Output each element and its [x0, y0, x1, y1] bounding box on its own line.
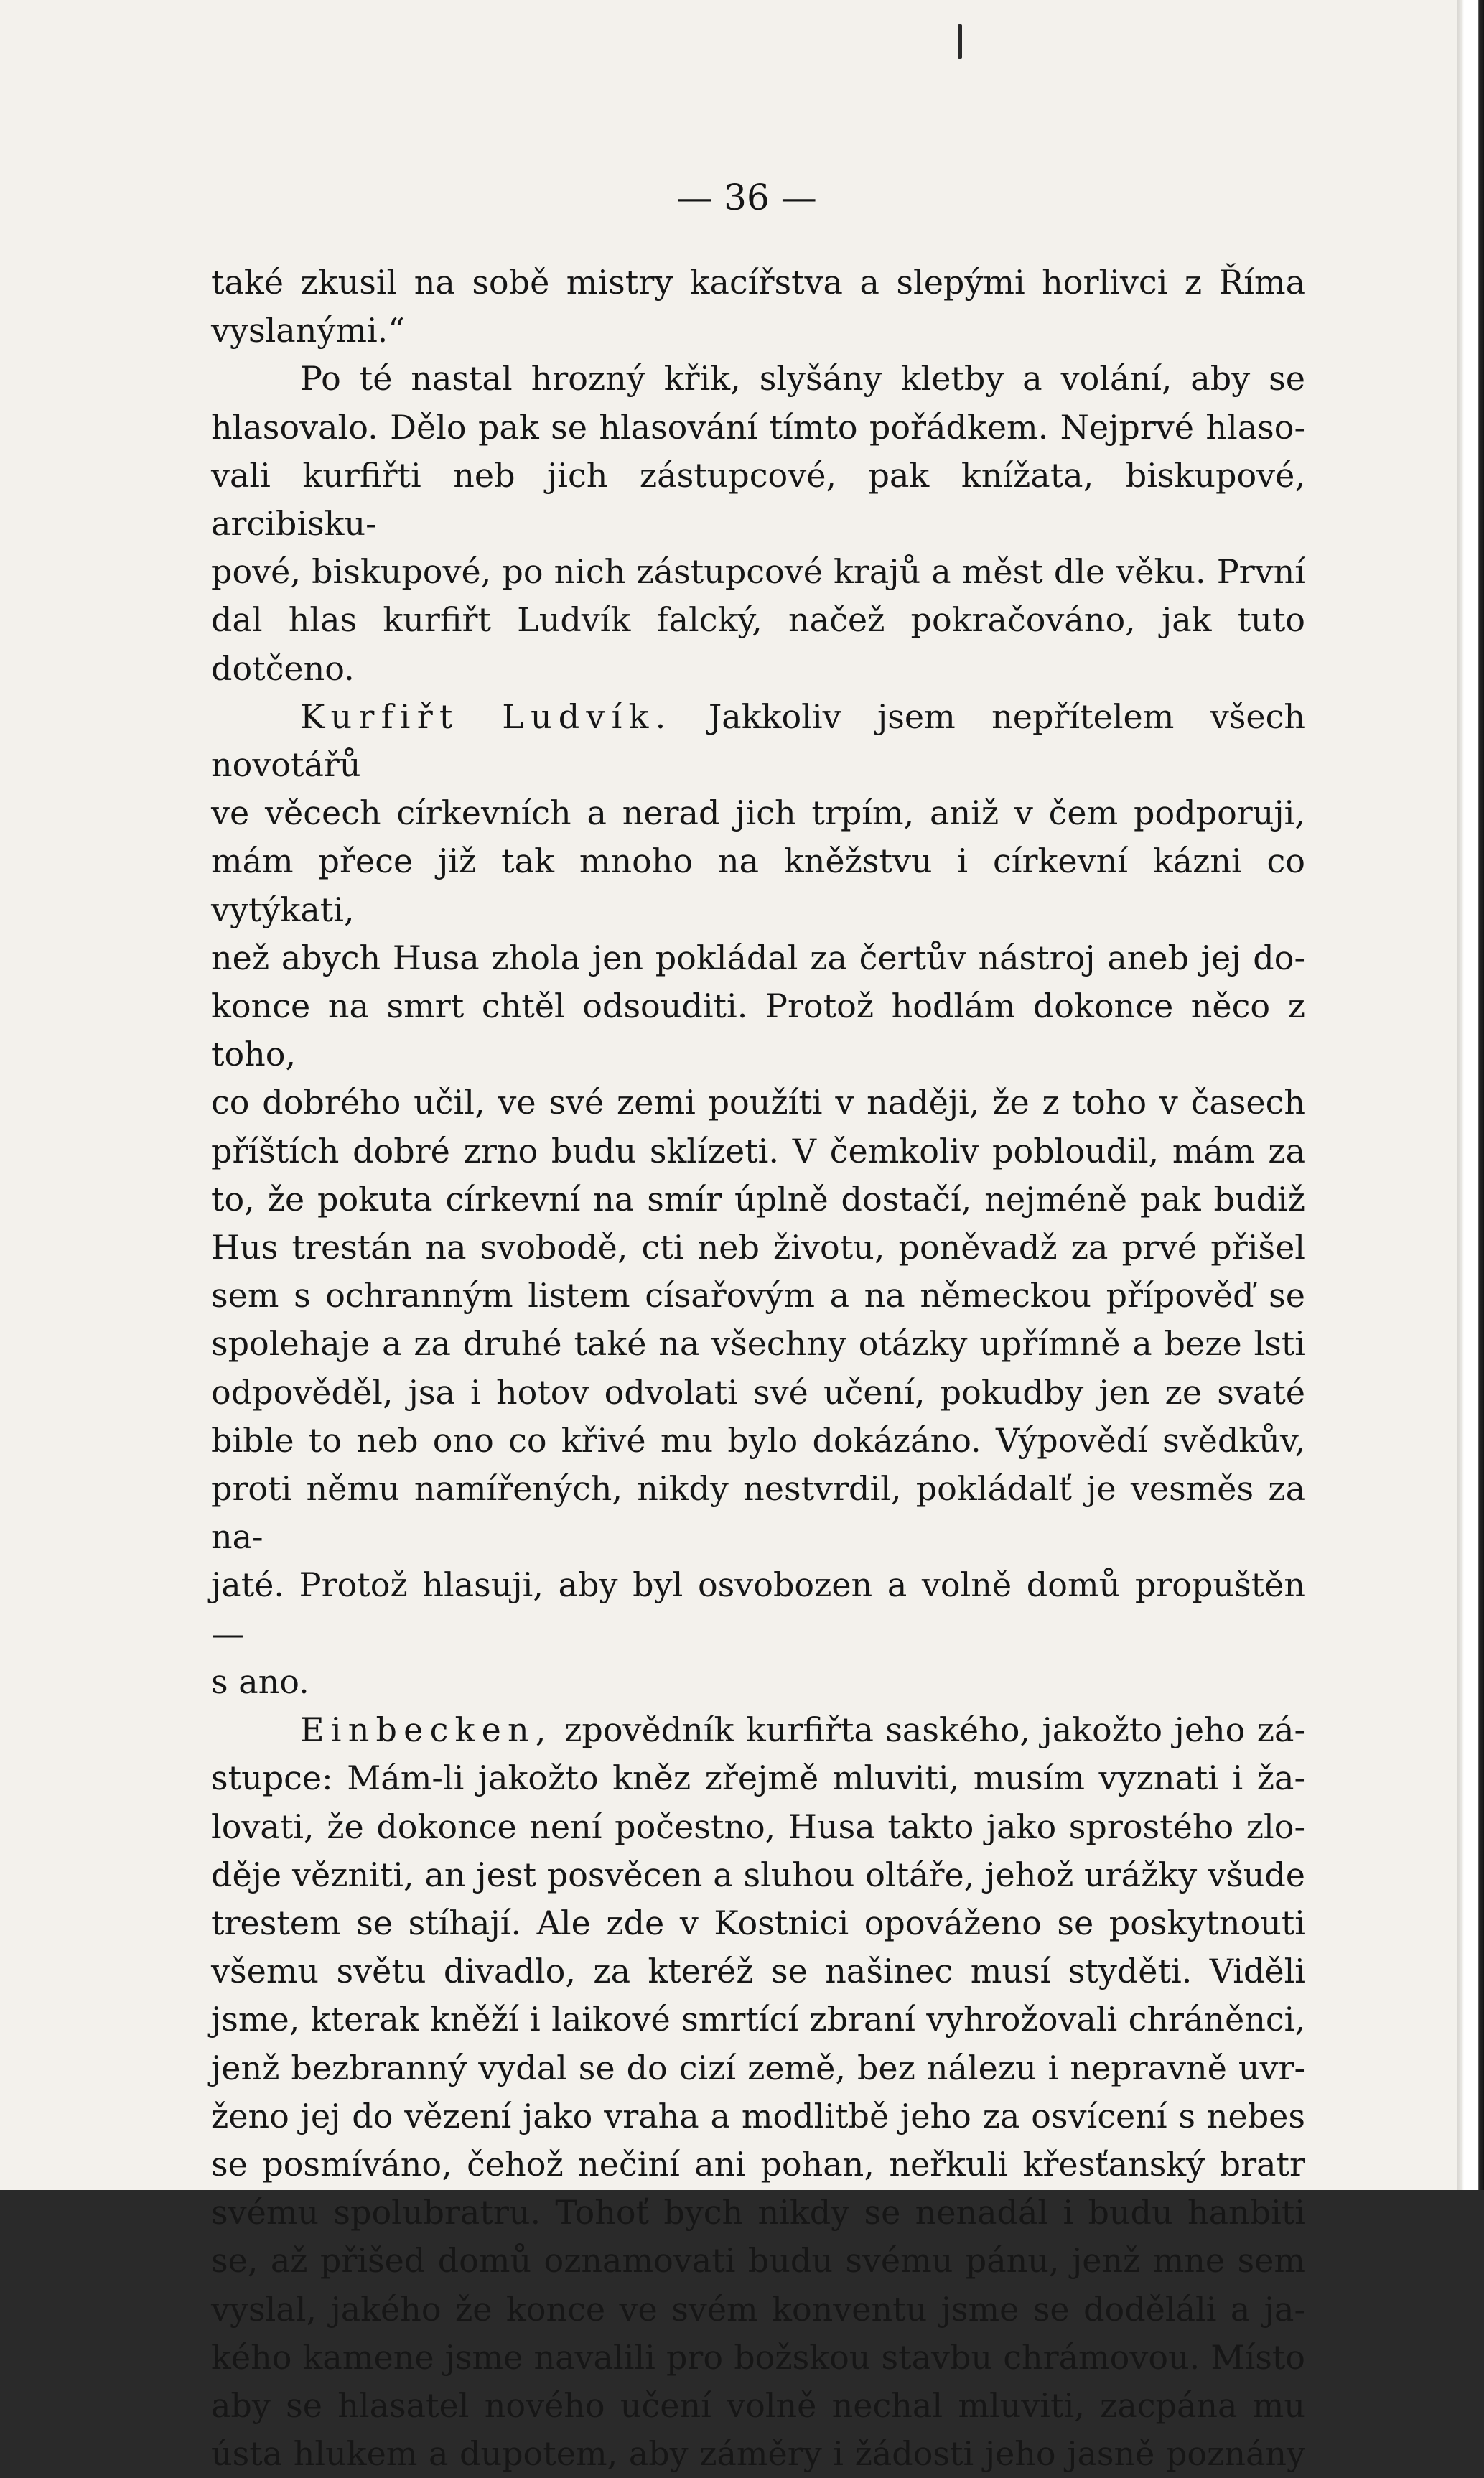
text-line: dal hlas kurfiřt Ludvík falcký, načež pokračováno, jak tuto dotčeno.	[211, 600, 1305, 688]
speaker-name: Kurfiřt Ludvík.	[300, 697, 673, 736]
text-line: jsme, kterak kněží i laikové smrtící zbraní vyhrožovali chráněnci,	[211, 2000, 1305, 2039]
speaker-name: Einbecken,	[300, 1710, 553, 1750]
text-line: co dobrého učil, ve své zemi použíti v naději, že z toho v časech	[211, 1083, 1305, 1122]
text-line	[211, 1706, 1305, 1754]
text-line: odpověděl, jsa i hotov odvolati své učení, pokudby jen ze svaté	[211, 1372, 1305, 1412]
text-line: také zkusil na sobě mistry kacířstva a slepými horlivci z Říma	[211, 263, 1305, 302]
text-line: vyslal, jakého že konce ve svém konventu jsme se doděláli a ja-	[211, 2289, 1305, 2329]
text-line: se, až přišed domů oznamovati budu svému pánu, jenž mne sem	[211, 2241, 1305, 2281]
text-line: svému spolubratru. Tohoť bych nikdy se nenadál i budu hanbiti	[211, 2193, 1305, 2232]
text-line: konce na smrt chtěl odsouditi. Protož hodlám dokonce něco z toho,	[211, 987, 1305, 1074]
text-line: vyslanými.“	[211, 311, 405, 350]
text-line: sem s ochranným listem císařovým a na německou přípověď se	[211, 1276, 1305, 1315]
text-line: lovati, že dokonce není počestno, Husa takto jako sprostého zlo-	[211, 1807, 1305, 1846]
body-text	[211, 258, 1305, 2478]
text-line: stupce: Mám-li jakožto kněz zřejmě mluviti, musím vyznati i ža-	[211, 1759, 1305, 1798]
text-line: jaté. Protož hlasuji, aby byl osvobozen a volně domů propuštěn —	[211, 1565, 1305, 1653]
page-number: — 36 —	[676, 177, 817, 218]
text-line: trestem se stíhají. Ale zde v Kostnici opováženo se poskytnouti	[211, 1903, 1305, 1942]
text-line: vali kurfiřti neb jich zástupcové, pak knížata, biskupové, arcibisku-	[211, 455, 1305, 544]
text-line: pové, biskupové, po nich zástupcové krajů a měst dle věku. První	[211, 552, 1305, 592]
text-line: to, že pokuta církevní na smír úplně dostačí, nejméně pak budiž	[211, 1179, 1305, 1219]
text-line	[211, 693, 1305, 789]
text-line: ženo jej do vězení jako vraha a modlitbě jeho za osvícení s nebes	[211, 2096, 1305, 2135]
text-line: bible to neb ono co křivé mu bylo dokázáno. Výpovědí svědkův,	[211, 1420, 1305, 1460]
ink-mark	[958, 24, 962, 59]
text-line: mám přece již tak mnoho na kněžstvu i církevní kázni co vytýkati,	[211, 842, 1305, 929]
text-line: Hus trestán na svobodě, cti neb životu, poněvadž za prvé přišel	[211, 1228, 1305, 1267]
text-line: se posmíváno, čehož nečiní ani pohan, neřkuli křesťanský bratr	[211, 2144, 1305, 2184]
text-line: jenž bezbranný vydal se do cizí země, bez nálezu i nepravně uvr-	[211, 2048, 1305, 2087]
text-line: příštích dobré zrno budu sklízeti. V čemkoliv pobloudil, mám za	[211, 1131, 1305, 1170]
text-line: Po té nastal hrozný křik, slyšány kletby a volání, aby se	[300, 359, 1305, 399]
text-line: aby se hlasatel nového učení volně nechal mluviti, zacpána mu	[211, 2385, 1305, 2425]
text-line: ústa hlukem a dupotem, aby záměry i žádosti jeho jasně poznány	[211, 2434, 1305, 2474]
text-line: s ano.	[211, 1662, 309, 1701]
text-line: ve věcech církevních a nerad jich trpím, aniž v čem podporuji,	[211, 793, 1305, 833]
text-line: spolehaje a za druhé také na všechny otázky upřímně a beze lsti	[211, 1324, 1305, 1364]
text-line: děje vězniti, an jest posvěcen a sluhou oltáře, jehož urážky všude	[211, 1855, 1305, 1894]
text-line: proti němu namířených, nikdy nestvrdil, pokládalť je vesměs za na-	[211, 1469, 1305, 1557]
text-line-rest: zpovědník kurfiřta saského, jakožto jeho zá-	[564, 1710, 1305, 1750]
text-line-rest: Jakkoliv jsem nepřítelem všech novotářů	[211, 697, 1305, 785]
text-line: hlasovalo. Dělo pak se hlasování tímto pořádkem. Nejprvé hlaso-	[211, 407, 1305, 447]
text-line: všemu světu divadlo, za kteréž se našinec musí styděti. Viděli	[211, 1952, 1305, 1991]
page-edge	[1457, 0, 1484, 2190]
text-line: než abych Husa zhola jen pokládal za čertův nástroj aneb jej do-	[211, 938, 1305, 977]
text-line: kého kamene jsme navalili pro božskou stavbu chrámovou. Místo	[211, 2337, 1305, 2377]
